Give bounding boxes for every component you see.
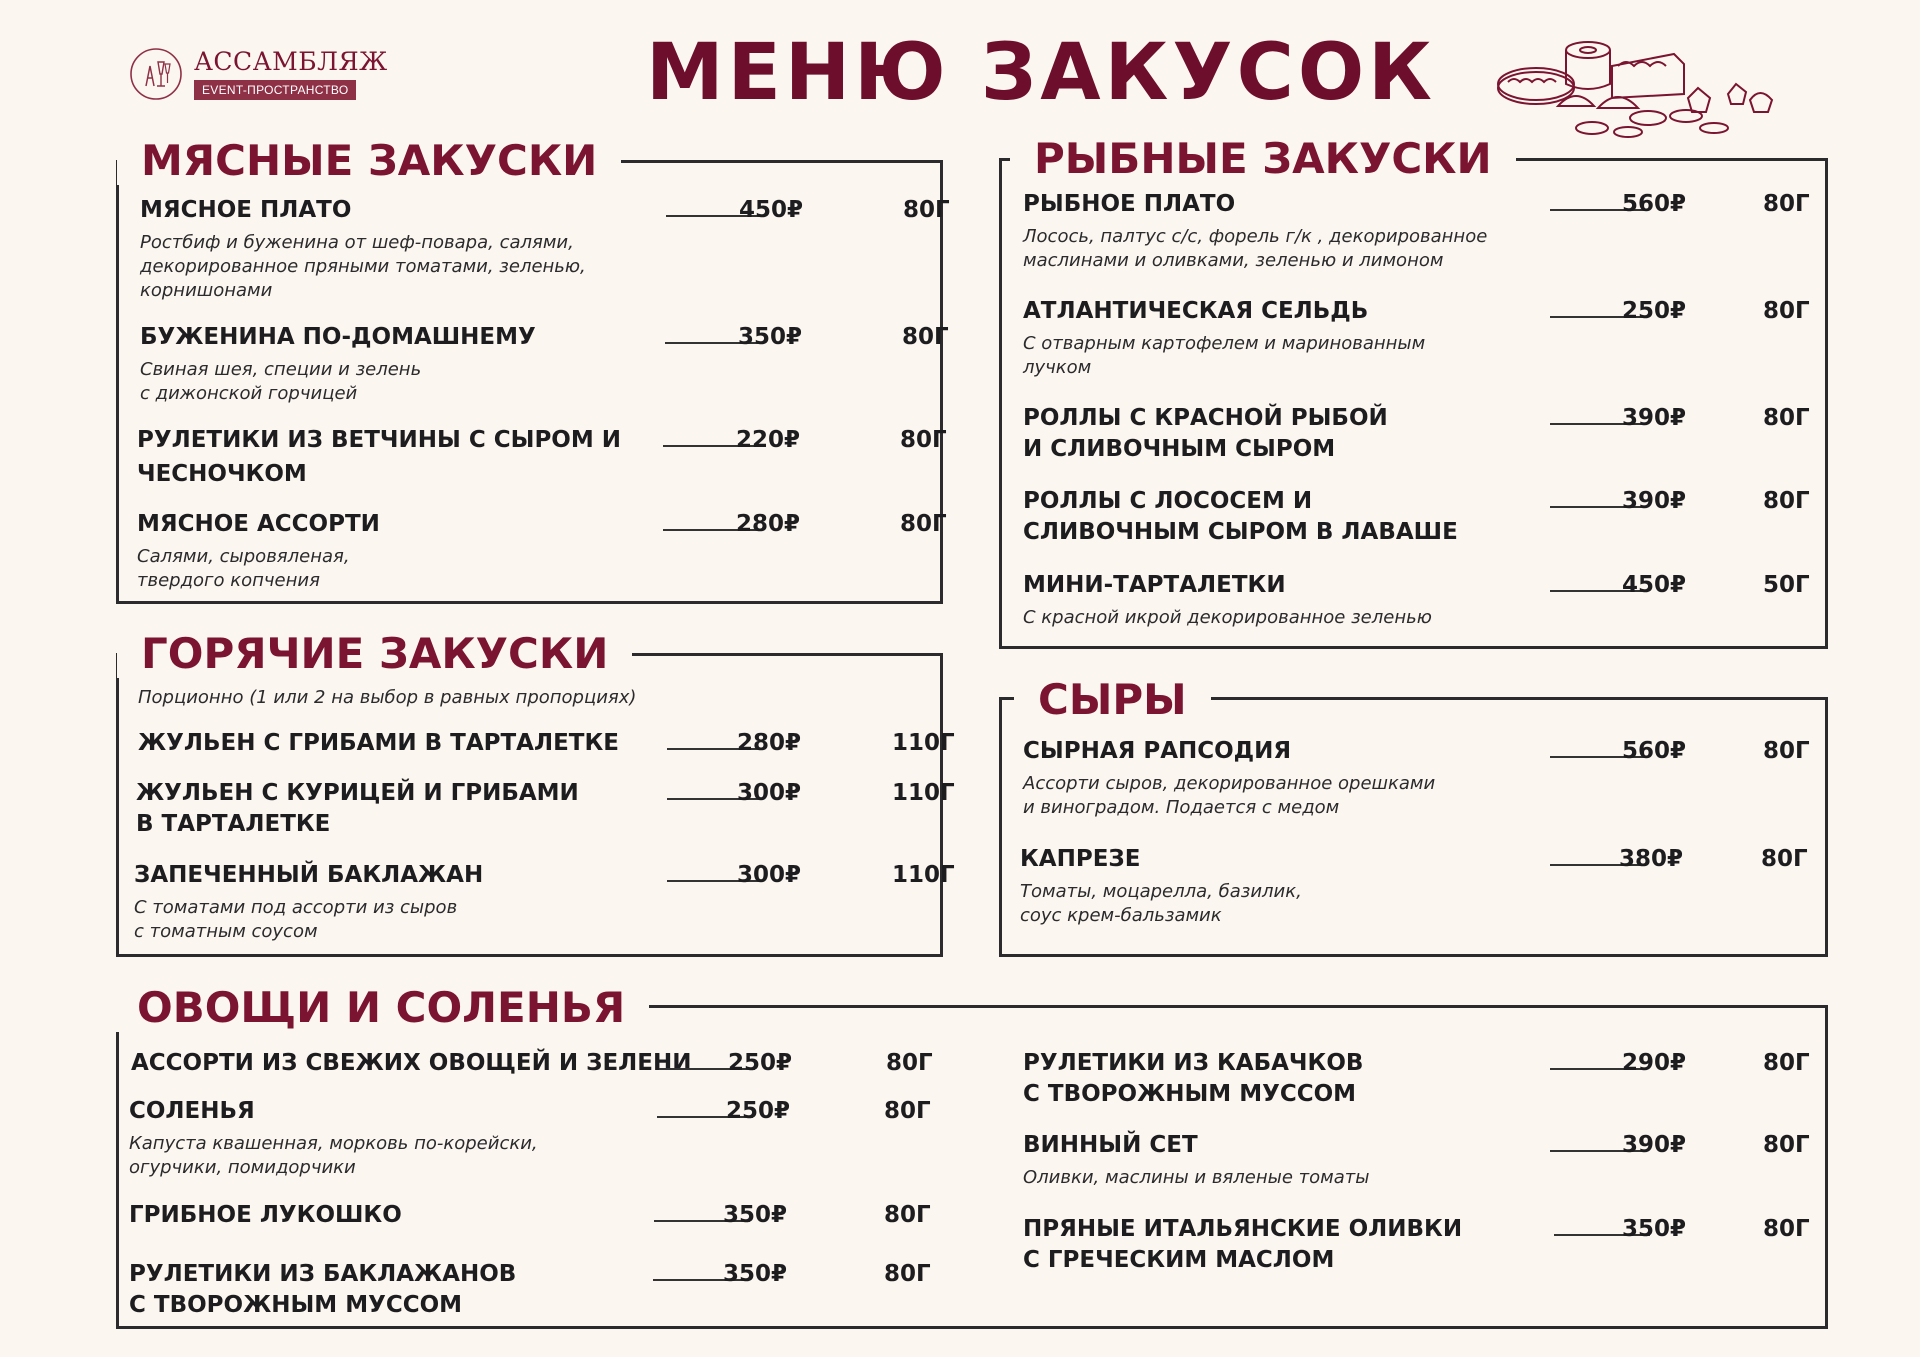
item-weight: 80Г	[1763, 1132, 1810, 1158]
item-description: Салями, сыровяленая,	[137, 546, 350, 567]
item-price: 560₽	[1621, 191, 1686, 217]
item-description: Ростбиф и буженина от шеф-повара, салями,	[140, 232, 574, 253]
section-vegetables-title: ОВОЩИ И СОЛЕНЬЯ	[113, 984, 649, 1032]
item-weight: 110Г	[892, 862, 955, 888]
section-vegetables	[116, 983, 1828, 1329]
item-weight: 80Г	[1763, 1050, 1810, 1076]
section-fish-title: РЫБНЫЕ ЗАКУСКИ	[1010, 135, 1516, 183]
item-description: Свиная шея, специи и зелень	[140, 359, 422, 380]
item-description: Капуста квашенная, морковь по-корейски,	[129, 1133, 538, 1154]
brand-name: АССАМБЛЯЖ	[194, 47, 388, 76]
section-fish	[999, 134, 1828, 649]
item-weight: 80Г	[902, 324, 949, 350]
item-description: с дижонской горчицей	[140, 383, 358, 404]
logo-emblem-icon	[128, 46, 184, 102]
item-weight: 110Г	[892, 730, 955, 756]
item-price: 390₽	[1621, 1132, 1686, 1158]
item-weight: 80Г	[1763, 488, 1810, 514]
item-name: МИНИ-ТАРТАЛЕТКИ	[1023, 572, 1286, 598]
item-price: 290₽	[1621, 1050, 1686, 1076]
item-name: ПРЯНЫЕ ИТАЛЬЯНСКИЕ ОЛИВКИ	[1023, 1216, 1463, 1242]
item-price: 350₽	[722, 1261, 787, 1287]
item-price: 450₽	[1621, 572, 1686, 598]
item-price: 350₽	[1621, 1216, 1686, 1242]
brand-tagline: EVENT-ПРОСТРАНСТВО	[194, 80, 356, 100]
item-description: декорированное пряными томатами, зеленью,	[140, 256, 586, 277]
item-name: СЛИВОЧНЫМ СЫРОМ В ЛАВАШЕ	[1023, 519, 1458, 545]
item-price: 300₽	[736, 780, 801, 806]
item-price: 450₽	[738, 197, 803, 223]
item-price: 280₽	[735, 511, 800, 537]
item-name: ВИННЫЙ СЕТ	[1023, 1132, 1198, 1158]
item-name: С ТВОРОЖНЫМ МУССОМ	[129, 1292, 463, 1318]
item-price: 390₽	[1621, 405, 1686, 431]
item-price: 350₽	[737, 324, 802, 350]
item-name: МЯСНОЕ АССОРТИ	[137, 511, 380, 537]
item-weight: 80Г	[903, 197, 950, 223]
item-price: 350₽	[722, 1202, 787, 1228]
item-price: 380₽	[1618, 846, 1683, 872]
item-price: 220₽	[735, 427, 800, 453]
item-description: С томатами под ассорти из сыров	[134, 897, 458, 918]
item-price: 280₽	[736, 730, 801, 756]
item-name: РУЛЕТИКИ ИЗ БАКЛАЖАНОВ	[129, 1261, 517, 1287]
item-name: ЖУЛЬЕН С КУРИЦЕЙ И ГРИБАМИ	[136, 780, 579, 806]
item-price: 250₽	[1621, 298, 1686, 324]
page-title: МЕНЮ ЗАКУСОК	[646, 28, 1436, 118]
item-name: РУЛЕТИКИ ИЗ КАБАЧКОВ	[1023, 1050, 1364, 1076]
item-name: В ТАРТАЛЕТКЕ	[136, 811, 331, 837]
item-name: И СЛИВОЧНЫМ СЫРОМ	[1023, 436, 1336, 462]
brand-logo	[128, 46, 388, 102]
item-name: БУЖЕНИНА ПО-ДОМАШНЕМУ	[140, 324, 536, 350]
item-weight: 80Г	[900, 427, 947, 453]
item-weight: 80Г	[1763, 1216, 1810, 1242]
item-description: Оливки, маслины и вяленые томаты	[1023, 1167, 1370, 1188]
item-name: СЫРНАЯ РАПСОДИЯ	[1023, 738, 1292, 764]
item-name: ЗАПЕЧЕННЫЙ БАКЛАЖАН	[134, 862, 484, 888]
item-weight: 80Г	[884, 1098, 931, 1124]
item-price: 390₽	[1621, 488, 1686, 514]
item-price: 300₽	[736, 862, 801, 888]
item-price: 250₽	[725, 1098, 790, 1124]
item-name: РУЛЕТИКИ ИЗ ВЕТЧИНЫ С СЫРОМ И	[137, 427, 621, 453]
item-description: твердого копчения	[137, 570, 320, 591]
item-description: С отварным картофелем и маринованным	[1023, 333, 1426, 354]
pastries-illustration-icon	[1488, 36, 1796, 142]
item-name: АТЛАНТИЧЕСКАЯ СЕЛЬДЬ	[1023, 298, 1369, 324]
item-description: лучком	[1023, 357, 1092, 378]
item-description: и виноградом. Подается с медом	[1023, 797, 1340, 818]
section-cheese-title: СЫРЫ	[1014, 676, 1211, 724]
item-name: ЖУЛЬЕН С ГРИБАМИ В ТАРТАЛЕТКЕ	[138, 730, 620, 756]
item-description: Лосось, палтус с/с, форель г/к , декорированное	[1023, 226, 1488, 247]
item-description: С красной икрой декорированное зеленью	[1023, 607, 1432, 628]
item-description: маслинами и оливками, зеленью и лимоном	[1023, 250, 1444, 271]
item-weight: 80Г	[1761, 846, 1808, 872]
section-cheese	[999, 675, 1828, 957]
item-weight: 50Г	[1763, 572, 1810, 598]
item-name: АССОРТИ ИЗ СВЕЖИХ ОВОЩЕЙ И ЗЕЛЕНИ	[131, 1050, 692, 1076]
item-weight: 80Г	[900, 511, 947, 537]
item-description: Томаты, моцарелла, базилик,	[1020, 881, 1302, 902]
item-name: МЯСНОЕ ПЛАТО	[140, 197, 352, 223]
item-weight: 80Г	[1763, 191, 1810, 217]
item-weight: 80Г	[1763, 298, 1810, 324]
item-weight: 110Г	[892, 780, 955, 806]
section-hot-title: ГОРЯЧИЕ ЗАКУСКИ	[117, 630, 632, 678]
item-description: соус крем-бальзамик	[1020, 905, 1222, 926]
item-weight: 80Г	[884, 1202, 931, 1228]
section-hot	[116, 629, 955, 957]
item-name: РЫБНОЕ ПЛАТО	[1023, 191, 1236, 217]
item-weight: 80Г	[1763, 738, 1810, 764]
item-name: СОЛЕНЬЯ	[129, 1098, 255, 1124]
item-price: 560₽	[1621, 738, 1686, 764]
section-meat	[116, 136, 950, 604]
item-name: РОЛЛЫ С ЛОСОСЕМ И	[1023, 488, 1313, 514]
item-name: ГРИБНОЕ ЛУКОШКО	[129, 1202, 402, 1228]
item-name: РОЛЛЫ С КРАСНОЙ РЫБОЙ	[1023, 405, 1388, 431]
item-name: КАПРЕЗЕ	[1020, 846, 1141, 872]
section-note: Порционно (1 или 2 на выбор в равных пропорциях)	[138, 687, 637, 708]
item-price: 250₽	[727, 1050, 792, 1076]
section-meat-title: МЯСНЫЕ ЗАКУСКИ	[117, 137, 621, 185]
item-weight: 80Г	[886, 1050, 933, 1076]
item-description: огурчики, помидорчики	[129, 1157, 356, 1178]
item-description: с томатным соусом	[134, 921, 318, 942]
item-name: ЧЕСНОЧКОМ	[137, 461, 307, 487]
item-description: Ассорти сыров, декорированное орешками	[1023, 773, 1436, 794]
item-name: С ТВОРОЖНЫМ МУССОМ	[1023, 1081, 1357, 1107]
item-description: корнишонами	[140, 280, 273, 301]
item-weight: 80Г	[1763, 405, 1810, 431]
item-name: С ГРЕЧЕСКИМ МАСЛОМ	[1023, 1247, 1335, 1273]
item-weight: 80Г	[884, 1261, 931, 1287]
